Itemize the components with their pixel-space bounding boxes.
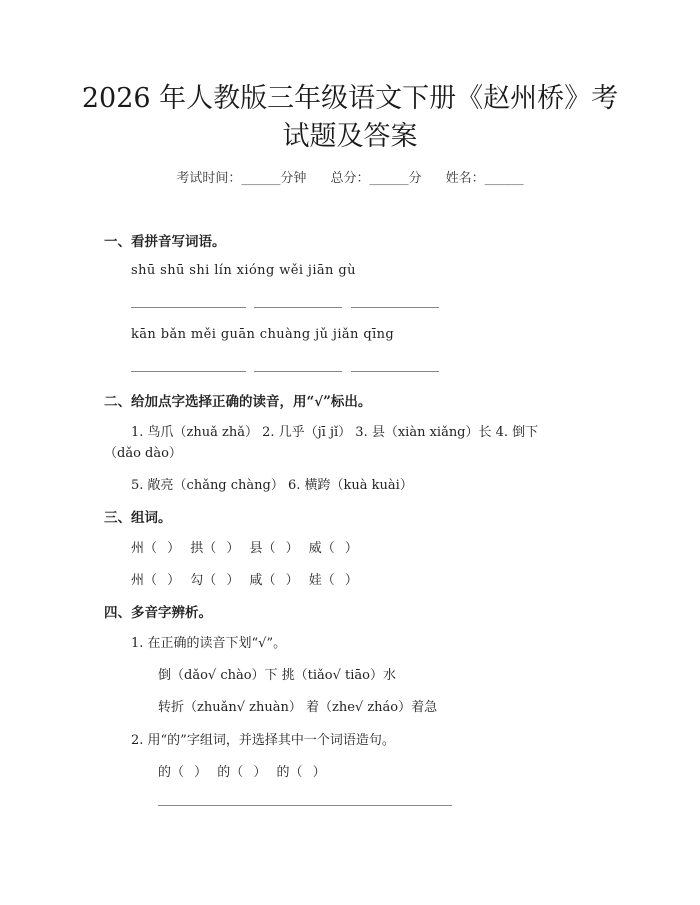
reading-choice-line-1-wrap: （dǎo dào）: [104, 446, 182, 461]
reading-choice-line-2: 5. 敞亮（chǎng chàng） 6. 横跨（kuà kuài）: [131, 478, 413, 493]
sentence-answer-blank: [158, 805, 452, 806]
title-line-2: 试题及答案: [282, 121, 418, 152]
title-line-1: 2026 年人教版三年级语文下册《赵州桥》考: [81, 83, 619, 114]
word-group-row-2: 州（ ） 勾（ ） 咸（ ） 娃（ ）: [131, 573, 358, 588]
polyphone-question-1: 1. 在正确的读音下划“√”。: [131, 636, 287, 651]
de-word-group: 的（ ） 的（ ） 的（ ）: [158, 765, 326, 780]
exam-time: 考试时间：______分钟: [176, 171, 307, 186]
exam-score: 总分：______分: [330, 171, 422, 186]
answer-blank: [131, 371, 246, 372]
answer-blank: [131, 307, 246, 308]
polyphone-question-2: 2. 用“的”字组词，并选择其中一个词语造句。: [131, 733, 395, 748]
student-name: 姓名：______: [445, 171, 524, 186]
document-title: [0, 80, 700, 156]
answer-blank: [351, 307, 439, 308]
reading-choice-line-1: 1. 鸟爪（zhuǎ zhǎ） 2. 几乎（jī jǐ） 3. 县（xiàn xiǎng）长 4. 倒下: [131, 425, 539, 440]
pinyin-row-2: kān bǎn měi guān chuàng jǔ jiǎn qīng: [131, 327, 395, 342]
pinyin-row-1: shū shū shi lín xióng wěi jiān gù: [131, 263, 356, 278]
answer-blank: [254, 307, 342, 308]
exam-meta: [0, 167, 700, 186]
section-1-heading: 一、看拼音写词语。: [104, 234, 226, 250]
polyphone-item-1: 倒（dǎo√ chào）下 挑（tiǎo√ tiāo）水: [158, 668, 397, 683]
polyphone-item-2: 转折（zhuǎn√ zhuàn） 着（zhe√ zháo）着急: [158, 700, 438, 715]
word-group-row-1: 州（ ） 拱（ ） 县（ ） 威（ ）: [131, 541, 358, 556]
section-4-heading: 四、多音字辨析。: [104, 605, 212, 621]
answer-blank: [351, 371, 439, 372]
section-3-heading: 三、组词。: [104, 510, 172, 526]
answer-blank: [254, 371, 342, 372]
section-2-heading: 二、给加点字选择正确的读音，用“√”标出。: [104, 394, 372, 410]
